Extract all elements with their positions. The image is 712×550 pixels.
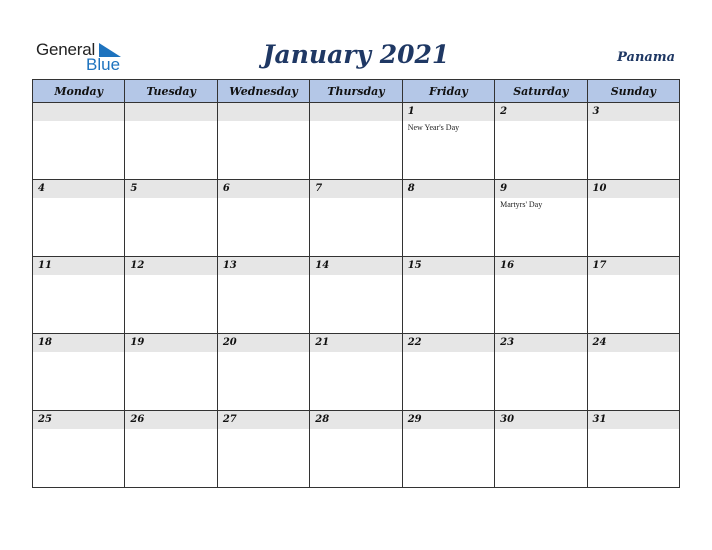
day-number: 31 [588, 411, 679, 429]
day-cell[interactable] [495, 334, 587, 411]
calendar-title: January 2021 [262, 40, 450, 69]
day-cell[interactable] [217, 257, 309, 334]
day-number: 16 [495, 257, 586, 275]
day-cell[interactable] [125, 334, 217, 411]
day-cell[interactable] [402, 411, 494, 488]
day-cell[interactable] [217, 103, 309, 180]
day-cell[interactable] [125, 180, 217, 257]
logo-text-general: General [36, 40, 96, 59]
day-number [310, 103, 401, 121]
calendar-grid [32, 79, 680, 488]
day-cell[interactable] [217, 334, 309, 411]
weekday-header-row [33, 80, 680, 103]
day-number: 23 [495, 334, 586, 352]
day-cell[interactable] [217, 180, 309, 257]
day-cell[interactable] [310, 180, 402, 257]
day-number: 8 [403, 180, 494, 198]
day-number: 19 [125, 334, 216, 352]
day-cell[interactable] [33, 257, 125, 334]
day-cell[interactable] [495, 103, 587, 180]
calendar-week-row [33, 334, 680, 411]
weekday-header: Wednesday [217, 80, 309, 103]
day-number: 18 [33, 334, 124, 352]
day-number: 29 [403, 411, 494, 429]
day-number: 22 [403, 334, 494, 352]
weekday-header: Tuesday [125, 80, 217, 103]
day-cell[interactable] [33, 180, 125, 257]
weekday-header: Thursday [310, 80, 402, 103]
day-number: 10 [588, 180, 679, 198]
day-number: 17 [588, 257, 679, 275]
day-number: 14 [310, 257, 401, 275]
day-cell[interactable] [310, 103, 402, 180]
day-number: 4 [33, 180, 124, 198]
day-number: 28 [310, 411, 401, 429]
day-cell[interactable] [125, 411, 217, 488]
day-cell[interactable] [33, 411, 125, 488]
day-number: 27 [218, 411, 309, 429]
day-cell[interactable] [310, 334, 402, 411]
weekday-header: Sunday [587, 80, 679, 103]
calendar-week-row [33, 411, 680, 488]
day-cell[interactable] [217, 411, 309, 488]
holiday-label: Martyrs' Day [500, 200, 543, 209]
day-cell[interactable] [33, 334, 125, 411]
day-number: 3 [588, 103, 679, 121]
day-cell[interactable] [125, 103, 217, 180]
day-number [218, 103, 309, 121]
day-number: 20 [218, 334, 309, 352]
calendar-week-row [33, 257, 680, 334]
weekday-header: Friday [402, 80, 494, 103]
day-number [33, 103, 124, 121]
day-cell[interactable] [402, 103, 494, 180]
day-number: 9 [495, 180, 586, 198]
day-cell[interactable] [402, 180, 494, 257]
logo-text-blue: Blue [86, 55, 121, 74]
weekday-header: Saturday [495, 80, 587, 103]
holiday-label: New Year's Day [407, 123, 460, 132]
day-cell[interactable] [495, 257, 587, 334]
day-number: 25 [33, 411, 124, 429]
calendar-week-row [33, 180, 680, 257]
day-cell[interactable] [495, 411, 587, 488]
day-number: 26 [125, 411, 216, 429]
day-cell[interactable] [587, 257, 679, 334]
day-cell[interactable] [587, 103, 679, 180]
day-number [125, 103, 216, 121]
day-number: 12 [125, 257, 216, 275]
country-label: Panama [617, 50, 675, 65]
weekday-header: Monday [33, 80, 125, 103]
day-cell[interactable] [495, 180, 587, 257]
day-number: 1 [403, 103, 494, 121]
day-cell[interactable] [125, 257, 217, 334]
day-cell[interactable] [402, 334, 494, 411]
day-cell[interactable] [587, 411, 679, 488]
day-cell[interactable] [402, 257, 494, 334]
day-number: 24 [588, 334, 679, 352]
calendar-week-row [33, 103, 680, 180]
day-number: 21 [310, 334, 401, 352]
day-number: 11 [33, 257, 124, 275]
day-number: 7 [310, 180, 401, 198]
day-cell[interactable] [33, 103, 125, 180]
day-cell[interactable] [587, 334, 679, 411]
day-number: 5 [125, 180, 216, 198]
day-cell[interactable] [310, 257, 402, 334]
day-number: 6 [218, 180, 309, 198]
day-number: 2 [495, 103, 586, 121]
day-number: 30 [495, 411, 586, 429]
day-cell[interactable] [310, 411, 402, 488]
day-cell[interactable] [587, 180, 679, 257]
day-number: 13 [218, 257, 309, 275]
day-number: 15 [403, 257, 494, 275]
